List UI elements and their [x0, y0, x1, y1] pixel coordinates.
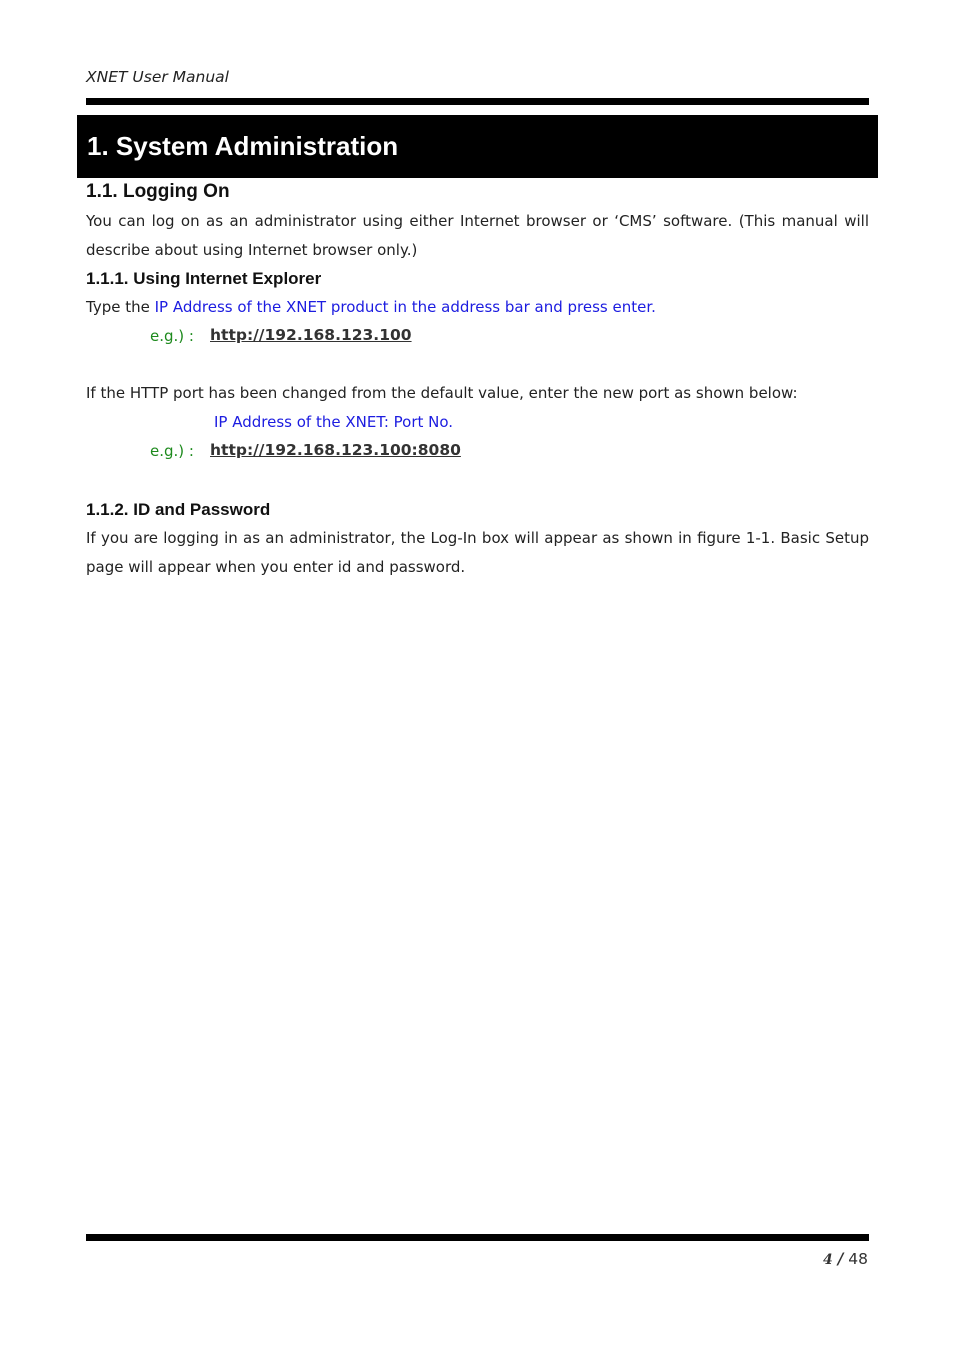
- subsection-heading-id-password: 1.1.2. ID and Password: [86, 500, 271, 519]
- example-url-1[interactable]: http://192.168.123.100: [210, 326, 412, 344]
- example-label-1: e.g.) :: [150, 327, 194, 345]
- page-current: 4: [822, 1252, 833, 1268]
- id-password-paragraph: If you are logging in as an administrator, the Log-In box will appear as shown in figure 1-1. Basic Setup page will appear when you enter id and password.: [86, 529, 869, 576]
- port-format: IP Address of the XNET: Port No.: [214, 413, 454, 431]
- header-rule: [86, 98, 869, 105]
- ie-intro-line: [86, 298, 656, 316]
- section-heading-logging-on: 1.1. Logging On: [86, 181, 230, 202]
- chapter-title: 1. System Administration: [87, 131, 399, 161]
- port-note: If the HTTP port has been changed from the default value, enter the new port as shown below:: [86, 384, 798, 402]
- ie-intro-text: Type the: [86, 298, 155, 316]
- page-number: [823, 1249, 868, 1268]
- page-total: 48: [848, 1250, 868, 1268]
- chapter-title-band: [77, 115, 878, 178]
- subsection-heading-internet-explorer: 1.1.1. Using Internet Explorer: [86, 269, 322, 288]
- footer-rule: [86, 1234, 869, 1241]
- ie-intro-highlight: IP Address of the XNET product in the address bar and press enter.: [154, 298, 656, 316]
- example-url-2[interactable]: http://192.168.123.100:8080: [210, 441, 461, 459]
- logging-on-paragraph: You can log on as an administrator using either Internet browser or ‘CMS’ software. (This manual will describe about using Internet browser only.): [86, 212, 869, 259]
- page-separator: /: [837, 1249, 844, 1268]
- example-label-2: e.g.) :: [150, 442, 194, 460]
- running-header: XNET User Manual: [86, 68, 229, 86]
